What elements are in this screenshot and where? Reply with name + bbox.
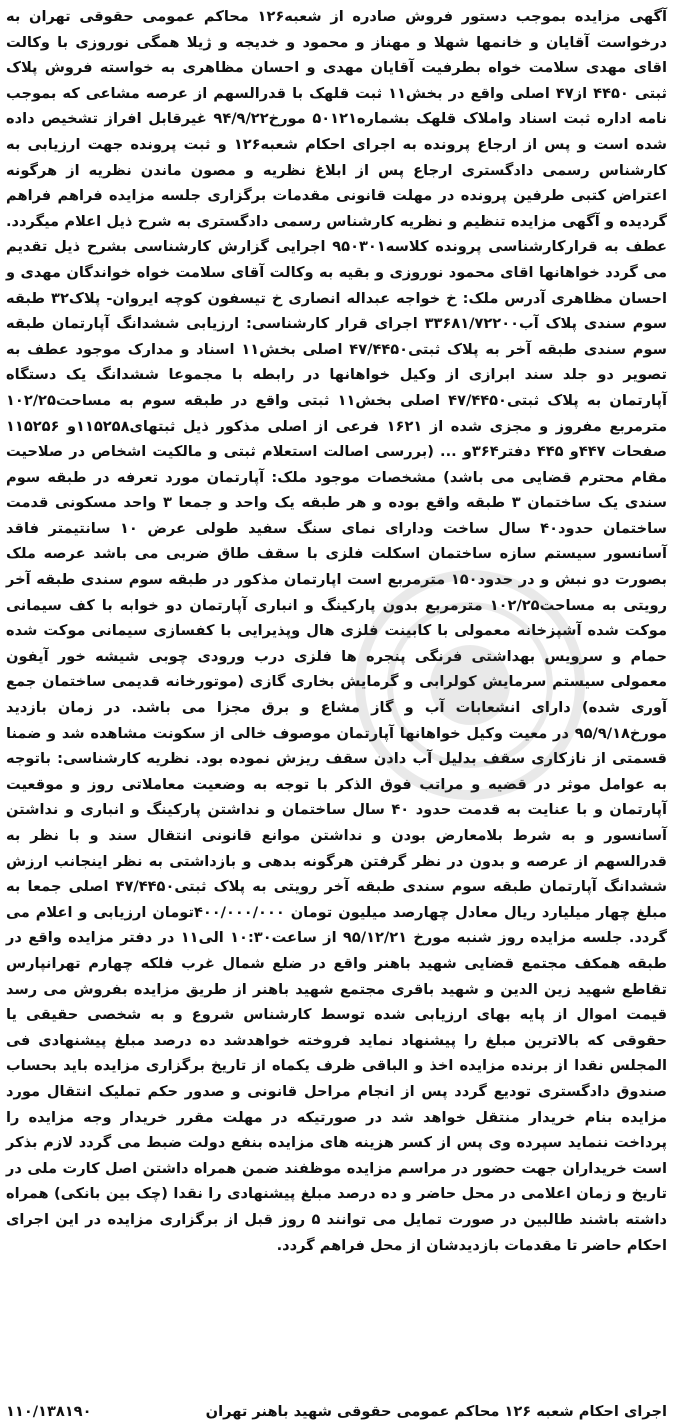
notice-body-text: آگهی مزایده بموجب دستور فروش صادره از شعبه۱۲۶ محاکم عمومی حقوقی تهران به درخواست آقایان و خانمها شهلا و مهناز و محمود و خدیجه و ژیلا همگی نوروزی با وکالت اقای مهدی سلامت خواه بطرفیت آقایان مهدی و احسان مظاهری به خواسته فروش پلاک ثبتی ۴۴۵۰ از۴۷ اصلی واقع در بخش۱۱ ثبت قلهک با قدرالسهم از عرصه مشاعی که بموجب نامه اداره ثبت اسناد واملاک قلهک بشماره۵۰۱۲۱ مورخ۹۴/۹/۲۲ غیرقابل افراز تشخیص داده شده است و پس از ارجاع پرونده به اجرای احکام شعبه۱۲۶ و ثبت پرونده جهت ارزیابی به کارشناس رسمی دادگستری ارجاع پس از ابلاغ نظریه و مصون ماندن نظریه از هرگونه اعتراض کتبی طرفین پرونده در مهلت قانونی مقدمات برگزاری جلسه مزایده فراهم فراهم گردیده و آگهی مزایده تنظیم و نظریه کارشناس رسمی دادگستری به شرح ذیل اعلام میگردد. عطف به قرارکارشناسی پرونده کلاسه۹۵۰۳۰۱ اجرایی گزارش کارشناسی بشرح ذیل تقدیم می گردد خواهانها اقای محمود نوروزی و بقیه به وکالت آقای سلامت خواه خواندگان مهدی و احسان مظاهری آدرس ملک: خ خواجه عبداله انصاری خ تیسفون کوچه ایروان- پلاک۳۲ طبقه سوم سندی پلاک آب۳۳۶۸۱/۷۲۲۰۰ اجرای قرار کارشناسی: ارزیابی ششدانگ آپارتمان طبقه سوم سندی طبقه آخر به پلاک ثبتی۴۷/۴۴۵۰ اصلی بخش۱۱ اسناد و مدارک موجود عطف به تصویر دو جلد سند ابرازی از وکیل خواهانها در رابطه با مجموعا ششدانگ یک دستگاه آپارتمان به پلاک ثبتی۴۷/۴۴۵۰ اصلی بخش۱۱ ثبتی واقع در طبقه سوم به مساحت۱۰۲/۲۵ مترمربع مفروز و مجزی شده از ۱۶۲۱ فرعی از اصلی مذکور ذیل ثبتهای۱۱۵۲۵۸و ۱۱۵۲۵۶ صفحات ۴۴۷و ۴۴۵ دفتر۳۶۴و ... (بررسی اصالت استعلام ثبتی و مالکیت اشخاص در صلاحیت مقام محترم قضایی می باشد) مشخصات موجود ملک: آپارتمان مورد تعرفه در طبقه سوم سندی یک ساختمان ۳ طبقه واقع بوده و هر طبقه یک واحد و جمعا ۳ واحد مسکونی قدمت ساختمان حدود۴۰ سال ساخت ودارای نمای سنگ سفید طولی عرض ۱۰ سانتیمتر فاقد آسانسور سیستم سازه ساختمان اسکلت فلزی با سقف طاق ضربی می باشد عرصه ملک بصورت دو نبش و در حدود۱۵۰ مترمربع است اپارتمان مذکور در طبقه سوم سندی طبقه آخر رویتی به مساحت۱۰۲/۲۵ مترمربع بدون پارکینگ و انباری آپارتمان دو خوابه با کف سیمانی موکت شده آشپزخانه معمولی با کابینت فلزی هال وپذیرایی با کفسازی سیمانی موکت شده حمام و سرویس بهداشتی فرنگی پنجره ها فلزی درب ورودی چوبی شیشه خور آیفون معمولی سیستم سرمایش کولرابی و گرمایش بخاری گازی (موتورخانه قدیمی ساختمان جمع آوری شده) دارای انشعابات آب و گاز مشاع و برق مجزا می باشد. در زمان بازدید مورخ۹۵/۹/۱۸ در معیت وکیل خواهانها آپارتمان موصوف خالی از سکونت مشاهده شد و ضمنا قسمتی از نازکاری سقف بدلیل آب دادن سقف ریزش نموده بود. نظریه کارشناسی: باتوجه به عوامل موثر در قضیه و مراتب فوق الذکر با توجه به وضعیت معاملاتی روز و موقعیت آپارتمان و با عنایت به قدمت حدود ۴۰ سال ساختمان و نداشتن پارکینگ و انباری و نداشتن آسانسور و به شرط بلامعارض بودن و نداشتن موانع قانونی انتقال سند و با نظر به قدرالسهم از عرصه و بدون در نظر گرفتن هرگونه بدهی و بازداشتی به نظر اینجانب ارزش ششدانگ آپارتمان طبقه سوم سندی طبقه آخر رویتی به پلاک ثبتی۴۷/۴۴۵۰ اصلی جمعا به مبلغ چهار میلیارد ریال معادل چهارصد میلیون تومان ۴۰۰/۰۰۰/۰۰۰تومان ارزیابی و اعلام می گردد. جلسه مزایده روز شنبه مورخ ۹۵/۱۲/۲۱ از ساعت۱۰:۳۰ الی۱۱ در دفتر مزایده واقع در طبقه همکف مجتمع قضایی شهید باهنر واقع در ضلع شمال غرب فلکه چهارم تهرانپارس تقاطع شهید زین الدین و شهید باقری مجتمع شهید باهنر از طریق مزایده بفروش می رسد قیمت اموال از پایه بهای ارزیابی شده توسط کارشناس شروع و به شخصی حقیقی یا حقوقی که بالاترین مبلغ را پیشنهاد نماید فروخته خواهدشد ده درصد مبلغ پیشنهادی فی المجلس نقدا از برنده مزایده اخذ و الباقی ظرف یکماه از تاریخ برگزاری مزایده باید بحساب صندوق دادگستری تودیع گردد پس از انجام مراحل قانونی و صدور حکم تملیک انتقال مورد مزایده بنام خریدار منتقل خواهد شد در صورتیکه در مهلت مقرر خریدار وجه مزایده را پرداخت ننماید سپرده وی پس از کسر هزینه های مزایده بنفع دولت ضبط می گردد لازم بذکر است خریداران جهت حضور در مراسم مزایده موظفند ضمن همراه داشتن اصل کارت ملی در تاریخ و زمان اعلامی در محل حاضر و ده درصد مبلغ پیشنهادی را نقدا (چک بین بانکی) همراه داشته باشند طالبین در صورت تمایل می توانند ۵ روز قبل از برگزاری مزایده در این اجرای احکام حاضر تا مقدمات بازدیدشان از محل فراهم گردد. <box>6 8 668 1254</box>
issuing-authority: اجرای احکام شعبه ۱۲۶ محاکم عمومی حقوقی شهید باهنر تهران <box>205 1403 667 1420</box>
notice-footer <box>6 1400 667 1424</box>
reference-number: ۱۱۰/۱۳۸۱۹۰ <box>6 1403 92 1420</box>
